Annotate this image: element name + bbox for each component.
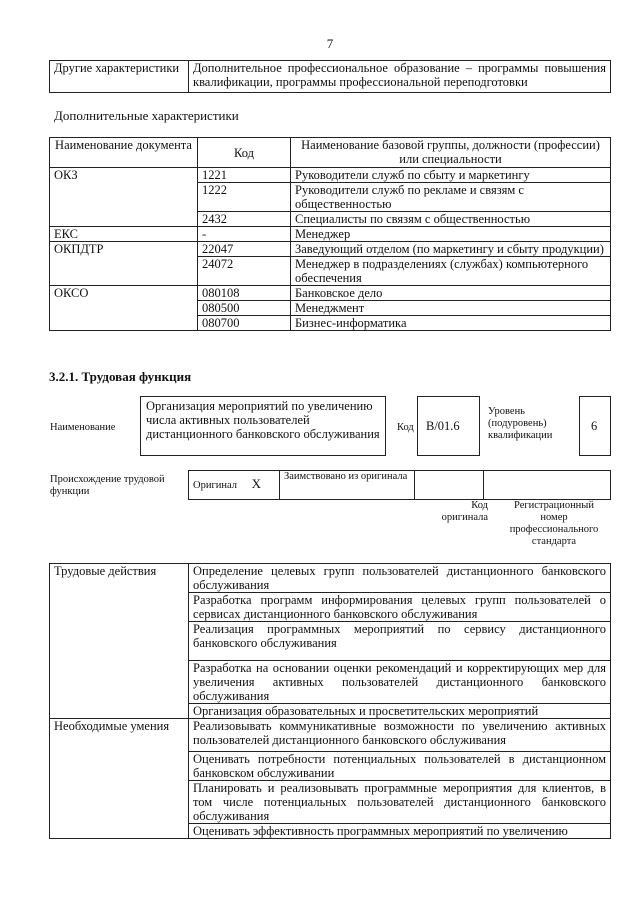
original-label: Оригинал	[193, 480, 237, 491]
header-code: Код	[198, 138, 291, 168]
actions-label-spacer	[50, 661, 189, 704]
actions-label-spacer	[50, 593, 189, 622]
code-label: Код	[397, 422, 414, 433]
header-name: Наименование базовой группы, должности (профессии) или специальности	[291, 138, 611, 168]
skill-item: Планировать и реализовывать программные мероприятия для клиентов, в том числе потенциальных пользователей дистанционного банковского обслуживания	[189, 781, 611, 824]
actions-label-spacer	[50, 704, 189, 719]
action-item: Организация образовательных и просветительских мероприятий	[189, 704, 611, 719]
skill-item: Оценивать эффективность программных мероприятий по увеличению	[189, 824, 611, 839]
skills-label-spacer	[50, 752, 189, 781]
page-number: 7	[326, 36, 334, 51]
cell-name: Руководители служб по рекламе и связям с общественностью	[291, 183, 611, 212]
cell-doc: ОКПДТР	[50, 242, 198, 257]
code-box	[417, 396, 480, 456]
cell-doc	[50, 257, 198, 286]
origin-label: Происхождение трудовой функции	[50, 474, 165, 497]
labor-function-heading: 3.2.1. Трудовая функция	[49, 369, 192, 384]
cell-code: 080700	[198, 316, 291, 331]
cell-name: Специалисты по связям с общественностью	[291, 212, 611, 227]
cell-doc	[50, 316, 198, 331]
code-value: B/01.6	[426, 419, 460, 433]
action-item: Определение целевых групп пользователей дистанционного банковского обслуживания	[189, 564, 611, 593]
cell-code: 1221	[198, 168, 291, 183]
actions-label-spacer	[50, 622, 189, 661]
header-document: Наименование документа	[50, 138, 198, 168]
cell-name: Заведующий отделом (по маркетингу и сбыту продукции)	[291, 242, 611, 257]
cell-name: Бизнес-информатика	[291, 316, 611, 331]
other-characteristics-label: Другие характеристики	[50, 61, 189, 93]
cell-doc	[50, 183, 198, 212]
reg-number-label: Регистрационный номер профессионального стандарта	[509, 500, 599, 547]
original-mark: X	[251, 476, 262, 491]
cell-code: 080500	[198, 301, 291, 316]
reg-number-cell	[484, 471, 611, 500]
actions-label: Трудовые действия	[50, 564, 189, 593]
cell-name: Банковское дело	[291, 286, 611, 301]
cell-code: -	[198, 227, 291, 242]
level-label: Уровень (подуровень) квалификации	[488, 406, 553, 441]
skill-item: Оценивать потребности потенциальных пользователей в дистанционном банковском обслуживании	[189, 752, 611, 781]
level-value: 6	[591, 419, 598, 433]
cell-name: Менеджмент	[291, 301, 611, 316]
cell-name: Менеджер	[291, 227, 611, 242]
actions-skills-table	[49, 563, 611, 839]
cell-code: 1222	[198, 183, 291, 212]
function-name-box	[140, 396, 386, 456]
skills-label-spacer	[50, 781, 189, 824]
borrowed-label: Заимствовано из оригинала	[280, 471, 415, 500]
action-item: Реализация программных мероприятий по сервису дистанционного банковского обслуживания	[189, 622, 611, 661]
cell-doc	[50, 212, 198, 227]
origin-code-cell	[415, 471, 484, 500]
action-item: Разработка на основании оценки рекомендаций и корректирующих мер для увеличения активных пользователей дистанционного банковского обслуживания	[189, 661, 611, 704]
cell-code: 22047	[198, 242, 291, 257]
skills-label-spacer	[50, 824, 189, 839]
skill-item: Реализовывать коммуникативные возможности по увеличению активных пользователей дистанционного банковского обслуживания	[189, 719, 611, 752]
cell-name: Руководители служб по сбыту и маркетингу	[291, 168, 611, 183]
cell-code: 2432	[198, 212, 291, 227]
cell-code: 080108	[198, 286, 291, 301]
origin-code-label: Код оригинала	[441, 500, 488, 523]
original-cell	[189, 471, 280, 500]
cell-doc: ЕКС	[50, 227, 198, 242]
origin-table	[188, 470, 611, 500]
cell-code: 24072	[198, 257, 291, 286]
cell-name: Менеджер в подразделениях (службах) компьютерного обеспечения	[291, 257, 611, 286]
other-characteristics-value: Дополнительное профессиональное образование – программы повышения квалификации, программы профессиональной переподготовки	[189, 61, 611, 93]
name-label: Наименование	[50, 422, 116, 433]
level-box	[579, 396, 611, 456]
cell-doc: ОКСО	[50, 286, 198, 301]
action-item: Разработка программ информирования целевых групп пользователей о сервисах дистанционного банковского обслуживания	[189, 593, 611, 622]
cell-doc: ОКЗ	[50, 168, 198, 183]
cell-doc	[50, 301, 198, 316]
skills-label: Необходимые умения	[50, 719, 189, 752]
additional-heading: Дополнительные характеристики	[54, 108, 239, 123]
function-name-value: Организация мероприятий по увеличению числа активных пользователей дистанционного банковского обслуживания	[146, 399, 380, 441]
additional-characteristics-table	[49, 137, 611, 331]
other-characteristics-table	[49, 60, 611, 93]
